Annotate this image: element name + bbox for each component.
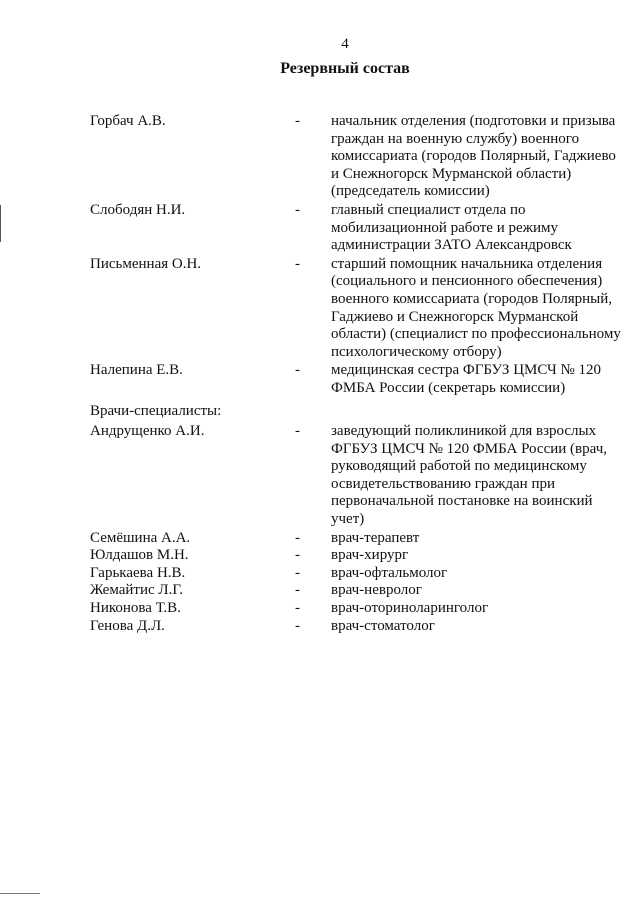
doctor-role: заведующий поликлиникой для взрослых ФГБУЗ ЦМСЧ № 120 ФМБА России (врач, руководящий работой по медицинскому освидетельствованию граждан при первоначальной постановке на воинский учет) — [331, 423, 607, 528]
doctor-entry — [90, 565, 625, 583]
doctor-dash: - — [295, 617, 300, 634]
member-role: главный специалист отдела по мобилизационной работе и режиму администрации ЗАТО Александровск — [331, 201, 572, 254]
commission-list — [90, 113, 625, 635]
member-name: Горбач А.В. — [90, 113, 166, 129]
page-number: 4 — [341, 36, 349, 52]
doctor-role: врач-стоматолог — [331, 617, 435, 634]
member-role: начальник отделения (подготовки и призыва граждан на военную службу) военного комиссариата (городов Полярный, Гаджиево и Снежногорск Мурманской области) (председатель комиссии) — [331, 113, 616, 200]
member-dash: - — [295, 255, 300, 272]
doctor-entry — [90, 600, 625, 618]
doctor-name: Юлдашов М.Н. — [90, 547, 189, 564]
doctor-dash: - — [295, 547, 300, 564]
doctor-name: Гарькаева Н.В. — [90, 564, 186, 581]
doctor-role: врач-оториноларинголог — [331, 600, 489, 617]
doctor-name: Андрущенко А.И. — [90, 423, 205, 440]
bottom-rule — [0, 893, 40, 894]
doctor-role: врач-терапевт — [331, 529, 420, 546]
doctor-role: врач-офтальмолог — [331, 564, 448, 581]
doctor-dash: - — [295, 564, 300, 581]
doctors-subheading: Врачи-специалисты: — [90, 402, 222, 419]
member-name: Налепина Е.В. — [90, 362, 183, 379]
doctor-entry — [90, 530, 625, 548]
doctor-dash: - — [295, 529, 300, 546]
doctor-dash: - — [295, 582, 300, 599]
doctor-role: врач-хирург — [331, 547, 409, 564]
member-entry — [90, 113, 625, 201]
member-name: Письменная О.Н. — [90, 255, 202, 272]
member-dash: - — [295, 201, 300, 218]
edge-mark — [0, 205, 1, 242]
doctor-entry — [90, 547, 625, 565]
member-role: старший помощник начальника отделения (социального и пенсионного обеспечения) военного комиссариата (городов Полярный, Гаджиево и Снежногорск Мурманской области) (специалист по профессиональному психологическому отбору) — [331, 255, 621, 360]
member-role: медицинская сестра ФГБУЗ ЦМСЧ № 120 ФМБА России (секретарь комиссии) — [331, 362, 602, 396]
doctor-name: Жемайтис Л.Г. — [90, 582, 184, 599]
member-entry — [90, 256, 625, 362]
doctor-entry — [90, 582, 625, 600]
doctor-role: врач-невролог — [331, 582, 422, 599]
member-dash: - — [295, 113, 300, 129]
doctor-dash: - — [295, 600, 300, 617]
doctor-dash: - — [295, 423, 300, 440]
member-dash: - — [295, 362, 300, 379]
doctor-name: Никонова Т.В. — [90, 600, 181, 617]
doctor-name: Генова Д.Л. — [90, 617, 165, 634]
doctor-entry — [90, 423, 625, 529]
member-entry — [90, 202, 625, 255]
doctor-name: Семёшина А.А. — [90, 529, 191, 546]
member-name: Слободян Н.И. — [90, 201, 186, 218]
section-title: Резервный состав — [280, 60, 410, 77]
doctor-entry — [90, 618, 625, 636]
member-entry — [90, 362, 625, 397]
